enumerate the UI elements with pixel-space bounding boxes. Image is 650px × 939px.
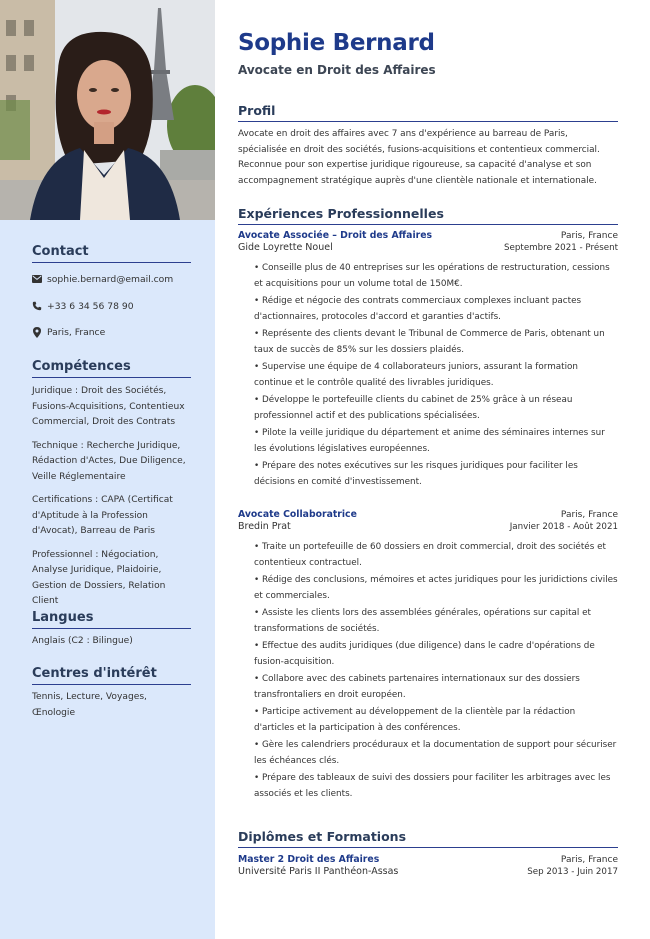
- job-bullet: • Rédige et négocie des contrats commerciaux complexes incluant pactes d'actionnaires, protocoles d'accord et garanties d'actifs.: [254, 296, 582, 322]
- job-bullet: • Développe le portefeuille clients du cabinet de 25% grâce à un réseau professionnel actif et des publications spécialisées.: [254, 395, 573, 421]
- contact-email[interactable]: [32, 272, 191, 286]
- job-bullet: • Supervise une équipe de 4 collaborateurs juniors, assurant la formation continue et le contrôle qualité des livrables juridiques.: [254, 362, 579, 388]
- skills-section: [32, 359, 191, 610]
- skills-heading: Compétences: [32, 359, 191, 378]
- job-entry-2: [238, 509, 618, 804]
- contact-phone[interactable]: [32, 299, 191, 313]
- profile-photo: [0, 0, 215, 220]
- contact-section: [32, 244, 191, 339]
- job-location: Paris, France: [560, 231, 618, 241]
- interests-heading: Centres d'intérêt: [32, 666, 191, 685]
- job-dates: Janvier 2018 - Août 2021: [509, 522, 618, 532]
- email-icon: [32, 274, 42, 284]
- skill-group-juridique: Juridique : Droit des Sociétés, Fusions-Acquisitions, Contentieux Commercial, Droit des Contrats: [32, 386, 185, 427]
- job-bullet: • Rédige des conclusions, mémoires et actes juridiques pour les juridictions civiles et commerciales.: [254, 575, 618, 601]
- job-bullets: [238, 540, 618, 802]
- job-bullet: • Participe activement au développement de la clientèle par la rédaction d'articles et la participation à des conférences.: [254, 707, 576, 733]
- interests-text: Tennis, Lecture, Voyages, Œnologie: [32, 692, 147, 718]
- profile-text: Avocate en droit des affaires avec 7 ans d'expérience au barreau de Paris, spécialisée en droit des sociétés, fusions-acquisitions et contentieux commercial. Reconnue pour son expertise juridique rigoureuse, sa capacité d'analyse et son accompagnement stratégique auprès d'une clientèle nationale et internationale.: [238, 129, 600, 186]
- languages-section: [32, 610, 191, 650]
- job-bullet: • Assiste les clients lors des assemblées générales, opérations sur capital et transformations de sociétés.: [254, 608, 592, 634]
- job-bullet: • Effectue des audits juridiques (due diligence) dans le cadre d'opérations de fusion-acquisition.: [254, 641, 595, 667]
- skill-group-professionnel: Professionnel : Négociation, Analyse Juridique, Plaidoirie, Gestion de Dossiers, Relation Client: [32, 549, 166, 606]
- contact-location-text: Paris, France: [47, 326, 106, 338]
- contact-heading: Contact: [32, 244, 191, 263]
- degree-title: Master 2 Droit des Affaires: [238, 854, 380, 865]
- skill-group-certifications: Certifications : CAPA (Certificat d'Aptitude à la Profession d'Avocat), Barreau de Paris: [32, 495, 173, 536]
- degree-location: Paris, France: [560, 855, 618, 865]
- job-bullet: • Collabore avec des cabinets partenaires internationaux sur des dossiers transfrontaliers en droit européen.: [254, 674, 580, 700]
- job-entry-1: [238, 230, 618, 492]
- candidate-name: Sophie Bernard: [238, 30, 435, 56]
- degree-dates: Sep 2013 - Juin 2017: [527, 867, 618, 877]
- job-location: Paris, France: [560, 510, 618, 520]
- job-bullet: • Prépare des tableaux de suivi des dossiers pour faciliter les arbitrages avec les associés et les clients.: [254, 773, 611, 799]
- job-organization: Bredin Prat: [238, 521, 291, 532]
- interests-section: [32, 666, 191, 721]
- job-bullet: • Prépare des notes exécutives sur les risques juridiques pour faciliter les décisions en comité d'investissement.: [254, 461, 578, 487]
- experience-heading: Expériences Professionnelles: [238, 206, 618, 225]
- job-organization: Gide Loyrette Nouel: [238, 242, 333, 253]
- job-title: Avocate Associée – Droit des Affaires: [238, 230, 433, 241]
- skill-group-technique: Technique : Recherche Juridique, Rédaction d'Actes, Due Diligence, Veille Réglementaire: [32, 440, 186, 482]
- degree-institution: Université Paris II Panthéon-Assas: [238, 866, 399, 877]
- job-dates: Septembre 2021 - Présent: [504, 243, 618, 253]
- phone-icon: [32, 301, 42, 311]
- location-pin-icon: [32, 327, 42, 337]
- education-entry: [238, 854, 618, 877]
- contact-location: [32, 325, 191, 339]
- contact-email-text: sophie.bernard@email.com: [47, 273, 174, 285]
- job-bullet: • Représente des clients devant le Tribunal de Commerce de Paris, obtenant un taux de succès de 85% sur les dossiers plaidés.: [254, 329, 605, 355]
- education-heading: Diplômes et Formations: [238, 829, 618, 848]
- candidate-title: Avocate en Droit des Affaires: [238, 63, 436, 77]
- job-bullets: [238, 261, 618, 490]
- languages-heading: Langues: [32, 610, 191, 629]
- job-bullet: • Traite un portefeuille de 60 dossiers en droit commercial, droit des sociétés et contentieux contractuel.: [254, 542, 606, 568]
- profile-heading: Profil: [238, 103, 618, 122]
- job-bullet: • Conseille plus de 40 entreprises sur les opérations de restructuration, cessions et acquisitions pour un volume total de 150M€.: [254, 263, 610, 289]
- languages-text: Anglais (C2 : Bilingue): [32, 636, 133, 646]
- job-bullet: • Gère les calendriers procéduraux et la documentation de support pour sécuriser les échéances clés.: [254, 740, 617, 766]
- contact-phone-text: +33 6 34 56 78 90: [47, 300, 134, 312]
- job-title: Avocate Collaboratrice: [238, 509, 357, 520]
- job-bullet: • Pilote la veille juridique du département et anime des séminaires internes sur les évolutions législatives européennes.: [254, 428, 605, 454]
